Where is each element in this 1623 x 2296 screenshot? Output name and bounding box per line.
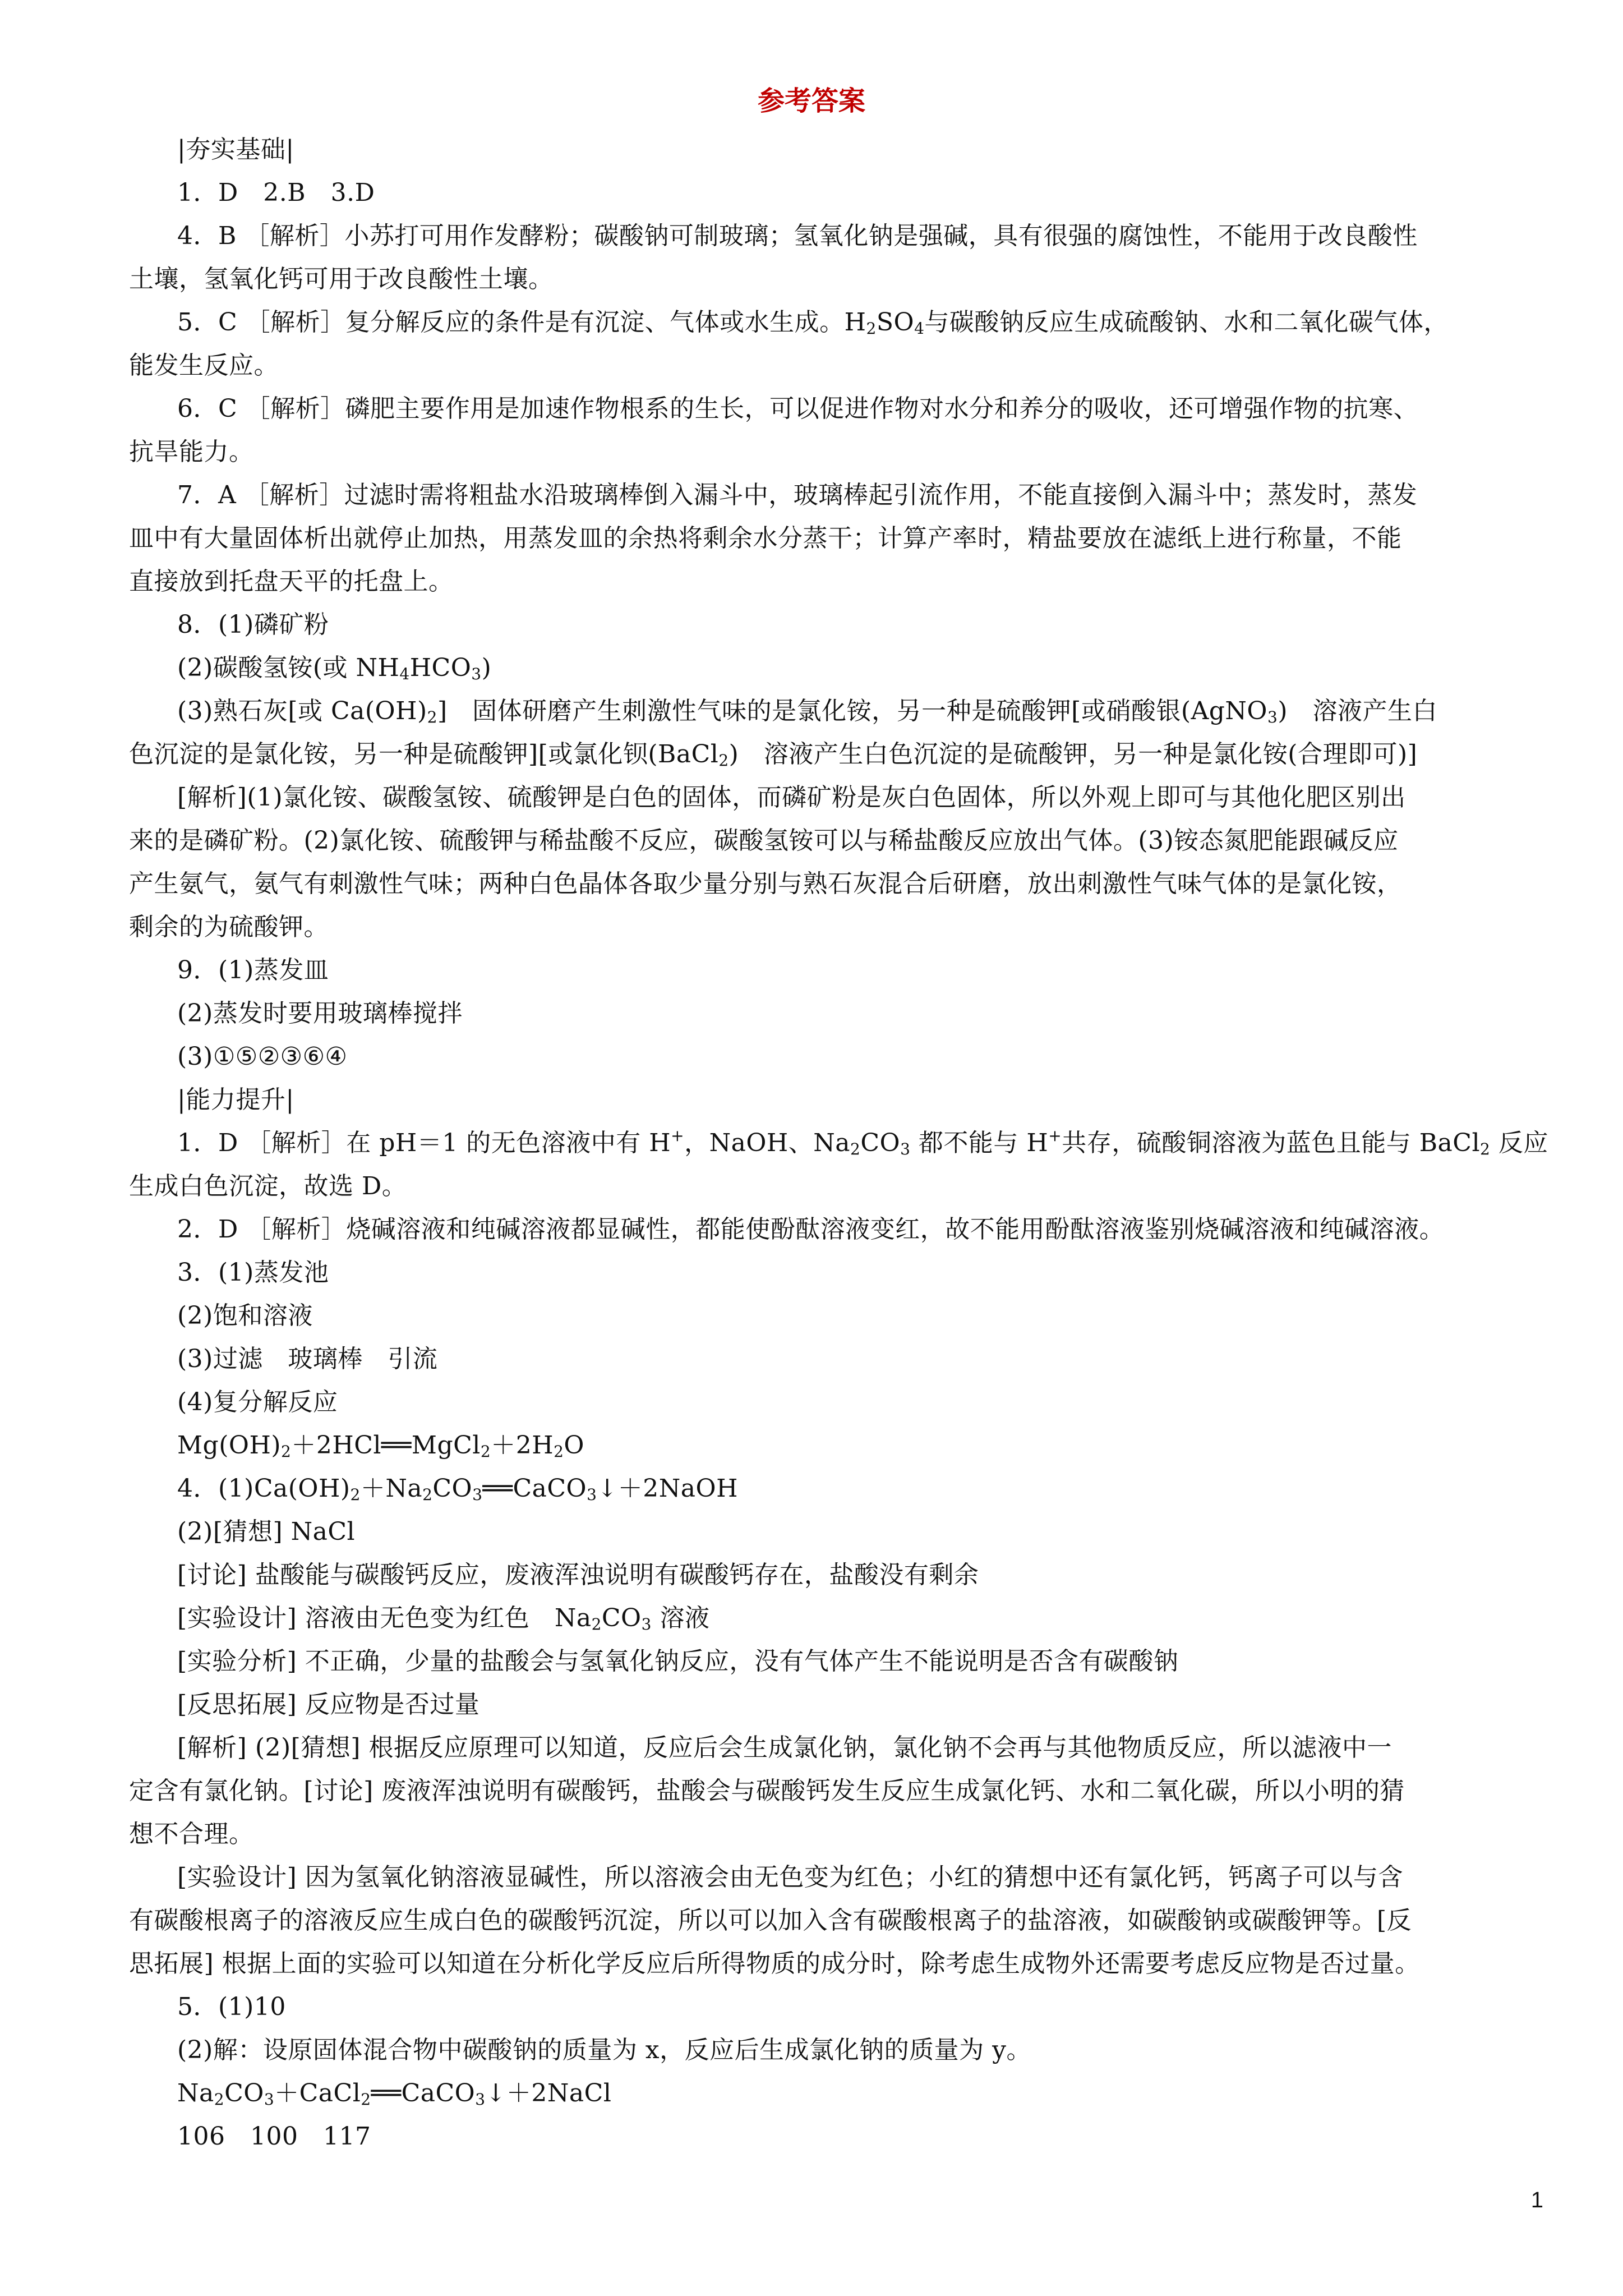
text-line [129, 1769, 1542, 1812]
page-title: 参考答案 [757, 85, 865, 117]
text-line [129, 992, 1542, 1035]
subscript: 3 [472, 1485, 483, 1504]
text-line [129, 905, 1542, 949]
text-line [129, 128, 1542, 171]
text-run: ) 溶液产生白色沉淀的是硫酸钾，另一种是氯化铵(合理即可)] [728, 740, 1418, 769]
text-line [129, 1078, 1542, 1121]
text-run: (2)解：设原固体混合物中碳酸钠的质量为 x，反应后生成氯化钠的质量为 y。 [177, 2036, 1031, 2064]
subscript: 4 [399, 665, 410, 683]
text-run: ＋CaCl [274, 2079, 361, 2108]
subscript: 3 [641, 1615, 652, 1634]
text-line [129, 2115, 1542, 2158]
text-line [129, 1899, 1542, 1942]
text-line [129, 1510, 1542, 1553]
text-run: 有碳酸根离子的溶液反应生成白色的碳酸钙沉淀，所以可以加入含有碳酸根离子的盐溶液，如碳酸钠或碳酸钾等。[反 [129, 1906, 1412, 1935]
text-line [129, 689, 1542, 733]
text-line [129, 387, 1542, 430]
text-run: ) 溶液产生白 [1278, 697, 1437, 725]
text-run: 7．A ［解析］过滤时需将粗盐水沿玻璃棒倒入漏斗中，玻璃棒起引流作用，不能直接倒入漏斗中；蒸发时，蒸发 [177, 481, 1418, 509]
text-run: [实验设计] 溶液由无色变为红色 Na [177, 1604, 592, 1632]
text-run: 9．(1)蒸发皿 [177, 956, 329, 984]
text-run: 皿中有大量固体析出就停止加热，用蒸发皿的余热将剩余水分蒸干；计算产率时，精盐要放在滤纸上进行称量，不能 [129, 524, 1402, 553]
subscript: 3 [1267, 708, 1278, 726]
subscript: 3 [587, 1485, 597, 1504]
subscript: 2 [866, 319, 877, 338]
text-line [129, 1812, 1542, 1856]
text-run: 生成白色沉淀，故选 D。 [129, 1172, 407, 1200]
text-run: 抗旱能力。 [129, 438, 254, 466]
text-run: (2)碳酸氢铵(或 NH [177, 654, 400, 682]
text-run: ) [481, 654, 492, 682]
text-run: (2)蒸发时要用玻璃棒搅拌 [177, 999, 463, 1028]
subscript: 2 [554, 1442, 564, 1461]
text-line [129, 862, 1542, 905]
text-run: 能发生反应。 [129, 351, 279, 380]
text-run: ＋2H [491, 1431, 554, 1460]
text-run: 溶液 [651, 1604, 710, 1632]
text-line [129, 733, 1542, 776]
text-line [129, 430, 1542, 473]
text-run: ，NaOH、Na [684, 1129, 851, 1157]
text-line [129, 1596, 1542, 1640]
text-run: Mg(OH) [177, 1431, 281, 1460]
text-run: 色沉淀的是氯化铵，另一种是硫酸钾][或氯化钡(BaCl [129, 740, 719, 769]
text-line [129, 603, 1542, 646]
subscript: 3 [264, 2090, 275, 2109]
text-run: ↓＋2NaOH [597, 1474, 738, 1503]
text-run: [解析] (2)[猜想] 根据反应原理可以知道，反应后会生成氯化钠，氯化钠不会再与其他物质反应，所以滤液中一 [177, 1733, 1392, 1762]
text-run: |能力提升| [177, 1085, 294, 1114]
text-run: 1．D ［解析］在 pH＝1 的无色溶液中有 H [177, 1129, 671, 1157]
subscript: 2 [1480, 1140, 1491, 1158]
subscript: 3 [471, 665, 482, 683]
text-line [129, 1337, 1542, 1381]
text-run: 思拓展] 根据上面的实验可以知道在分析化学反应后所得物质的成分时，除考虑生成物外还需要考虑反应物是否过量。 [129, 1949, 1420, 1978]
text-run: (4)复分解反应 [177, 1388, 338, 1416]
text-run: [讨论] 盐酸能与碳酸钙反应，废液浑浊说明有碳酸钙存在，盐酸没有剩余 [177, 1561, 979, 1589]
text-line [129, 819, 1542, 862]
text-run: (3)熟石灰[或 Ca(OH) [177, 697, 427, 725]
text-line [129, 2072, 1542, 2115]
text-line [129, 1035, 1542, 1078]
text-run: HCO [409, 654, 472, 682]
text-run: 8．(1)磷矿粉 [177, 610, 329, 639]
text-line [129, 344, 1542, 387]
text-run: (2)饱和溶液 [177, 1301, 313, 1330]
text-line [129, 560, 1542, 603]
text-line [129, 776, 1542, 819]
text-run: 共存，硫酸铜溶液为蓝色且能与 BaCl [1062, 1129, 1481, 1157]
text-run: 5．C ［解析］复分解反应的条件是有沉淀、气体或水生成。H [177, 308, 866, 337]
text-line [129, 1381, 1542, 1424]
subscript: 2 [427, 708, 437, 726]
text-run: 剩余的为硫酸钾。 [129, 913, 329, 941]
text-run: ＋2HCl══MgCl [291, 1431, 481, 1460]
text-run: ↓＋2NaCl [485, 2079, 612, 2108]
text-run: 3．(1)蒸发池 [177, 1258, 329, 1287]
text-line [129, 646, 1542, 689]
answer-content [129, 128, 1548, 2158]
superscript: + [1048, 1126, 1062, 1145]
text-run: ＋Na [360, 1474, 423, 1503]
text-run: (3)①⑤②③⑥④ [177, 1042, 348, 1071]
text-line [129, 1165, 1542, 1208]
subscript: 2 [281, 1442, 292, 1461]
text-line [129, 1726, 1542, 1769]
text-line [129, 1121, 1548, 1165]
text-line [129, 171, 1542, 214]
text-run: (2)[猜想] NaCl [177, 1517, 356, 1546]
text-line [129, 1251, 1542, 1294]
text-run: 反应 [1490, 1129, 1548, 1157]
text-run: CO [432, 1474, 473, 1503]
text-run: [实验设计] 因为氢氧化钠溶液显碱性，所以溶液会由无色变为红色；小红的猜想中还有氯化钙，钙离子可以与含 [177, 1863, 1403, 1892]
text-run: 2．D ［解析］烧碱溶液和纯碱溶液都显碱性，都能使酚酞溶液变红，故不能用酚酞溶液鉴别烧碱溶液和纯碱溶液。 [177, 1215, 1445, 1244]
text-run: 都不能与 H [910, 1129, 1049, 1157]
text-line [129, 1683, 1542, 1726]
text-line [129, 473, 1542, 517]
text-run: CO [860, 1129, 901, 1157]
text-run: 直接放到托盘天平的托盘上。 [129, 567, 454, 596]
text-line [129, 1553, 1542, 1596]
subscript: 2 [591, 1615, 602, 1634]
text-run: CO [601, 1604, 642, 1632]
subscript: 2 [214, 2090, 225, 2109]
subscript: 3 [900, 1140, 911, 1158]
page-number: 1 [1530, 2188, 1543, 2212]
text-run: 4．B ［解析］小苏打可用作发酵粉；碳酸钠可制玻璃；氢氧化钠是强碱，具有很强的腐蚀性，不能用于改良酸性 [177, 222, 1418, 250]
text-run: Na [177, 2079, 214, 2108]
text-run: CO [224, 2079, 264, 2108]
text-run: 4．(1)Ca(OH) [177, 1474, 351, 1503]
text-run: ══CaCO [371, 2079, 476, 2108]
text-run: [解析](1)氯化铵、碳酸氢铵、硫酸钾是白色的固体，而磷矿粉是灰白色固体，所以外观上即可与其他化肥区别出 [177, 783, 1406, 812]
subscript: 4 [914, 319, 925, 338]
text-run: 想不合理。 [129, 1820, 254, 1848]
text-run: 定含有氯化钠。[讨论] 废液浑浊说明有碳酸钙，盐酸会与碳酸钙发生反应生成氯化钙、水和二氧化碳，所以小明的猜 [129, 1777, 1405, 1805]
subscript: 2 [718, 751, 729, 770]
text-line [129, 1424, 1542, 1467]
text-run: 5．(1)10 [177, 1993, 286, 2021]
text-line [129, 517, 1542, 560]
text-run: 土壤，氢氧化钙可用于改良酸性土壤。 [129, 265, 554, 293]
subscript: 2 [422, 1485, 433, 1504]
subscript: 2 [350, 1485, 361, 1504]
text-line [129, 949, 1542, 992]
subscript: 2 [850, 1140, 861, 1158]
text-run: 来的是磷矿粉。(2)氯化铵、硫酸钾与稀盐酸不反应，碳酸氢铵可以与稀盐酸反应放出气体。(3)铵态氮肥能跟碱反应 [129, 826, 1399, 855]
text-run: ] 固体研磨产生刺激性气味的是氯化铵，另一种是硫酸钾[或硝酸银(AgNO [437, 697, 1267, 725]
text-line [129, 1640, 1542, 1683]
text-run: 6．C ［解析］磷肥主要作用是加速作物根系的生长，可以促进作物对水分和养分的吸收，还可增强作物的抗寒、 [177, 394, 1419, 423]
superscript: + [671, 1126, 685, 1145]
subscript: 3 [475, 2090, 486, 2109]
text-run: [反思拓展] 反应物是否过量 [177, 1690, 480, 1719]
text-line [129, 1467, 1542, 1510]
text-line [129, 301, 1542, 344]
text-line [129, 1294, 1542, 1337]
text-run: 106 100 117 [177, 2122, 371, 2151]
text-line [129, 1856, 1542, 1899]
text-run: ══CaCO [482, 1474, 587, 1503]
text-run: SO [876, 308, 915, 337]
text-line [129, 1985, 1542, 2028]
text-line [129, 214, 1542, 257]
text-run: (3)过滤 玻璃棒 引流 [177, 1345, 438, 1373]
text-run: |夯实基础| [177, 135, 294, 164]
text-run: O [564, 1431, 584, 1460]
text-run: 与碳酸钠反应生成硫酸钠、水和二氧化碳气体， [924, 308, 1449, 337]
subscript: 2 [361, 2090, 371, 2109]
text-run: 产生氨气，氨气有刺激性气味；两种白色晶体各取少量分别与熟石灰混合后研磨，放出刺激性气味气体的是氯化铵， [129, 869, 1402, 898]
subscript: 2 [480, 1442, 491, 1461]
text-line [129, 1208, 1542, 1251]
text-run: [实验分析] 不正确，少量的盐酸会与氢氧化钠反应，没有气体产生不能说明是否含有碳酸钠 [177, 1647, 1179, 1676]
text-line [129, 257, 1542, 301]
text-line [129, 2028, 1542, 2072]
text-run: 1．D 2.B 3.D [177, 178, 375, 207]
text-line [129, 1942, 1542, 1985]
